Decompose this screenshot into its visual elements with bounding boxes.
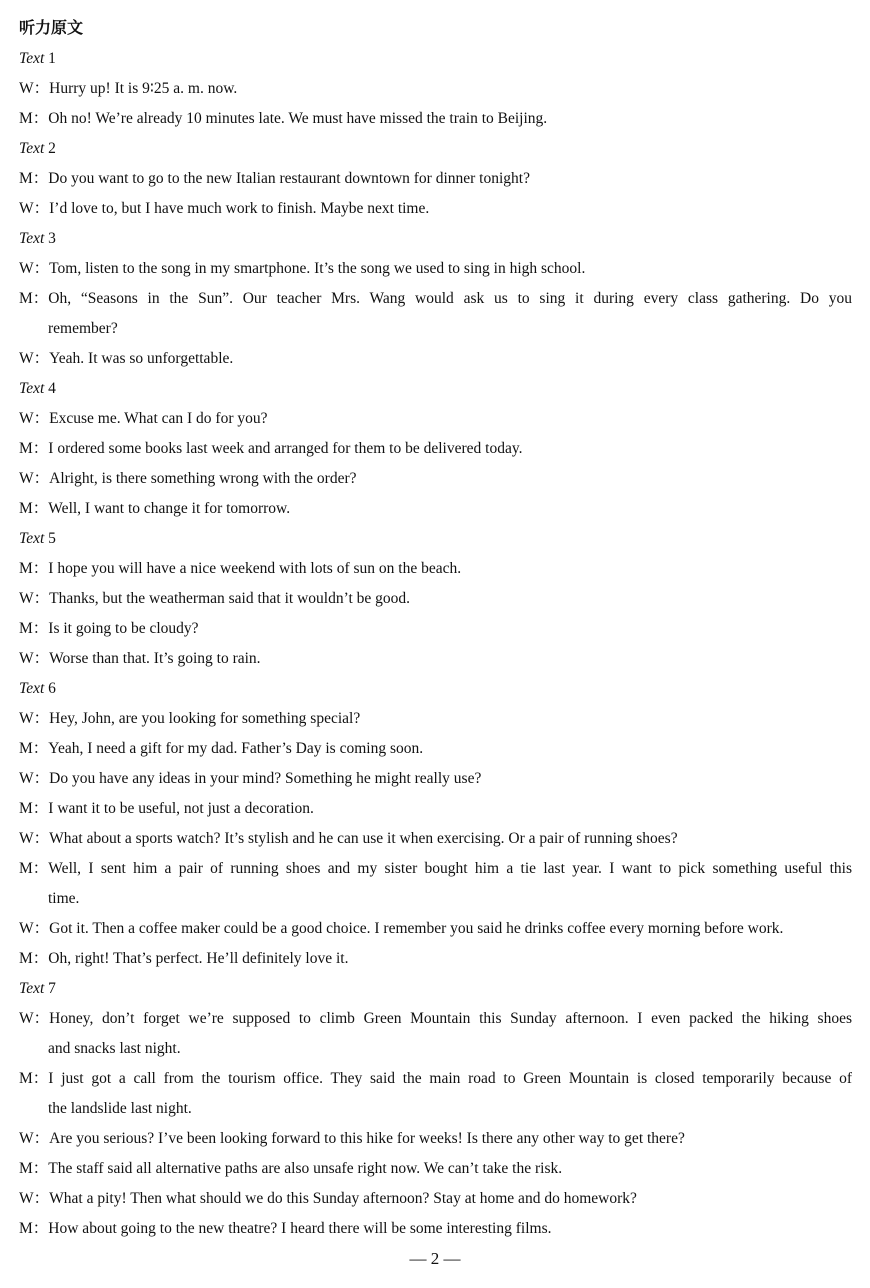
dialogue-line [19,254,852,284]
speaker-label: M： [19,1220,49,1237]
section-title-label: Text [19,680,45,697]
section-title-label: Text [19,230,45,247]
dialogue-text: Hey, John, are you looking for something special? [49,710,361,727]
dialogue-line [19,104,852,134]
speaker-label: M： [19,110,49,127]
dialogue-text: Oh no! We’re already 10 minutes late. We must have missed the train to Beijing. [48,110,548,127]
dialogue-line [19,1214,852,1244]
speaker-label: W： [19,260,50,277]
section-title [19,374,852,404]
dialogue-text: The staff said all alternative paths are also unsafe right now. We can’t take the risk. [48,1160,563,1177]
speaker-label: M： [19,860,49,877]
dialogue-line [19,944,852,974]
section-title [19,224,852,254]
dialogue-line [19,644,852,674]
speaker-label: W： [19,650,50,667]
dialogue-text: I want it to be useful, not just a decoration. [48,800,314,817]
dialogue-text: What about a sports watch? It’s stylish and he can use it when exercising. Or a pair of running shoes? [49,830,678,847]
dialogue-continuation: time. [48,890,80,907]
speaker-label: M： [19,800,49,817]
speaker-label: W： [19,1190,50,1207]
section-title [19,134,852,164]
dialogue-line [19,404,852,434]
dialogue-line [19,344,852,374]
speaker-label: W： [19,710,50,727]
dialogue-text: Excuse me. What can I do for you? [49,410,268,427]
dialogue-line [19,194,852,224]
speaker-label: M： [19,440,49,457]
section-title [19,674,852,704]
dialogue-line [19,854,852,884]
dialogue-text: Well, I sent him a pair of running shoes and my sister bought him a tie last year. I want to pick something useful this [48,860,852,877]
speaker-label: W： [19,830,50,847]
speaker-label: M： [19,1160,49,1177]
speaker-label: M： [19,620,49,637]
dialogue-text: Hurry up! It is 9∶25 a. m. now. [49,80,238,97]
speaker-label: M： [19,170,49,187]
section-title-label: Text [19,50,45,67]
section-title-number: 4 [48,380,56,397]
dialogue-line [19,74,852,104]
speaker-label: W： [19,350,50,367]
dialogue-line [19,584,852,614]
dialogue-line [19,284,852,314]
speaker-label: M： [19,950,49,967]
speaker-label: W： [19,470,50,487]
dialogue-text: What a pity! Then what should we do this Sunday afternoon? Stay at home and do homework? [49,1190,637,1207]
section-title-number: 2 [48,140,56,157]
dialogue-text: I just got a call from the tourism office. They said the main road to Green Mountain is closed temporarily because of [48,1070,852,1087]
dialogue-continuation: the landslide last night. [48,1100,192,1117]
dialogue-line [19,464,852,494]
dialogue-text: Are you serious? I’ve been looking forward to this hike for weeks! Is there any other way to get there? [49,1130,685,1147]
section-title-label: Text [19,140,45,157]
dialogue-text: Well, I want to change it for tomorrow. [48,500,291,517]
page-heading: 听力原文 [19,18,84,37]
dialogue-text: Do you want to go to the new Italian restaurant downtown for dinner tonight? [48,170,530,187]
dialogue-line [19,554,852,584]
dialogue-line [19,494,852,524]
dialogue-text: I’d love to, but I have much work to finish. Maybe next time. [49,200,430,217]
dialogue-line [19,824,852,854]
dialogue-text: How about going to the new theatre? I heard there will be some interesting films. [48,1220,552,1237]
section-title-number: 5 [48,530,56,547]
section-title-number: 7 [48,980,56,997]
speaker-label: M： [19,500,49,517]
section-title [19,974,852,1004]
dialogue-line [19,764,852,794]
speaker-label: W： [19,770,50,787]
dialogue-text: Tom, listen to the song in my smartphone. It’s the song we used to sing in high school. [49,260,586,277]
dialogue-line [19,1064,852,1094]
dialogue-line [19,614,852,644]
section-title-number: 1 [48,50,56,67]
speaker-label: M： [19,740,49,757]
dialogue-continuation: and snacks last night. [48,1040,181,1057]
page-number: — 2 — [409,1249,461,1268]
speaker-label: W： [19,410,50,427]
section-title-label: Text [19,980,45,997]
dialogue-text: Is it going to be cloudy? [48,620,199,637]
dialogue-text: Worse than that. It’s going to rain. [49,650,261,667]
dialogue-continuation: remember? [48,320,118,337]
dialogue-text: Alright, is there something wrong with the order? [49,470,357,487]
section-title-label: Text [19,380,45,397]
dialogue-line [19,914,852,944]
dialogue-text: Honey, don’t forget we’re supposed to climb Green Mountain this Sunday afternoon. I even packed the hiking shoes [49,1010,852,1027]
section-title-number: 6 [48,680,56,697]
dialogue-text: Got it. Then a coffee maker could be a good choice. I remember you said he drinks coffee every morning before work. [49,920,784,937]
dialogue-line [19,734,852,764]
dialogue-line [19,794,852,824]
section-title [19,524,852,554]
dialogue-text: Yeah, I need a gift for my dad. Father’s Day is coming soon. [48,740,424,757]
dialogue-text: Oh, “Seasons in the Sun”. Our teacher Mrs. Wang would ask us to sing it during every class gathering. Do you [48,290,852,307]
dialogue-line [19,704,852,734]
speaker-label: M： [19,290,49,307]
dialogue-text: Yeah. It was so unforgettable. [49,350,234,367]
dialogue-line [19,1184,852,1214]
speaker-label: W： [19,1130,50,1147]
dialogue-line [19,1004,852,1034]
speaker-label: W： [19,590,50,607]
section-title-label: Text [19,530,45,547]
speaker-label: W： [19,1010,50,1027]
dialogue-text: Oh, right! That’s perfect. He’ll definitely love it. [48,950,349,967]
dialogue-text: Thanks, but the weatherman said that it wouldn’t be good. [49,590,411,607]
dialogue-text: I ordered some books last week and arranged for them to be delivered today. [48,440,523,457]
dialogue-line [19,434,852,464]
speaker-label: M： [19,560,49,577]
speaker-label: M： [19,1070,49,1087]
speaker-label: W： [19,80,50,97]
dialogue-line [19,1124,852,1154]
dialogue-text: I hope you will have a nice weekend with lots of sun on the beach. [48,560,462,577]
speaker-label: W： [19,920,50,937]
dialogue-line [19,1154,852,1184]
dialogue-line [19,164,852,194]
dialogue-text: Do you have any ideas in your mind? Something he might really use? [49,770,482,787]
section-title [19,44,852,74]
transcript-body [19,44,852,1244]
section-title-number: 3 [48,230,56,247]
speaker-label: W： [19,200,50,217]
